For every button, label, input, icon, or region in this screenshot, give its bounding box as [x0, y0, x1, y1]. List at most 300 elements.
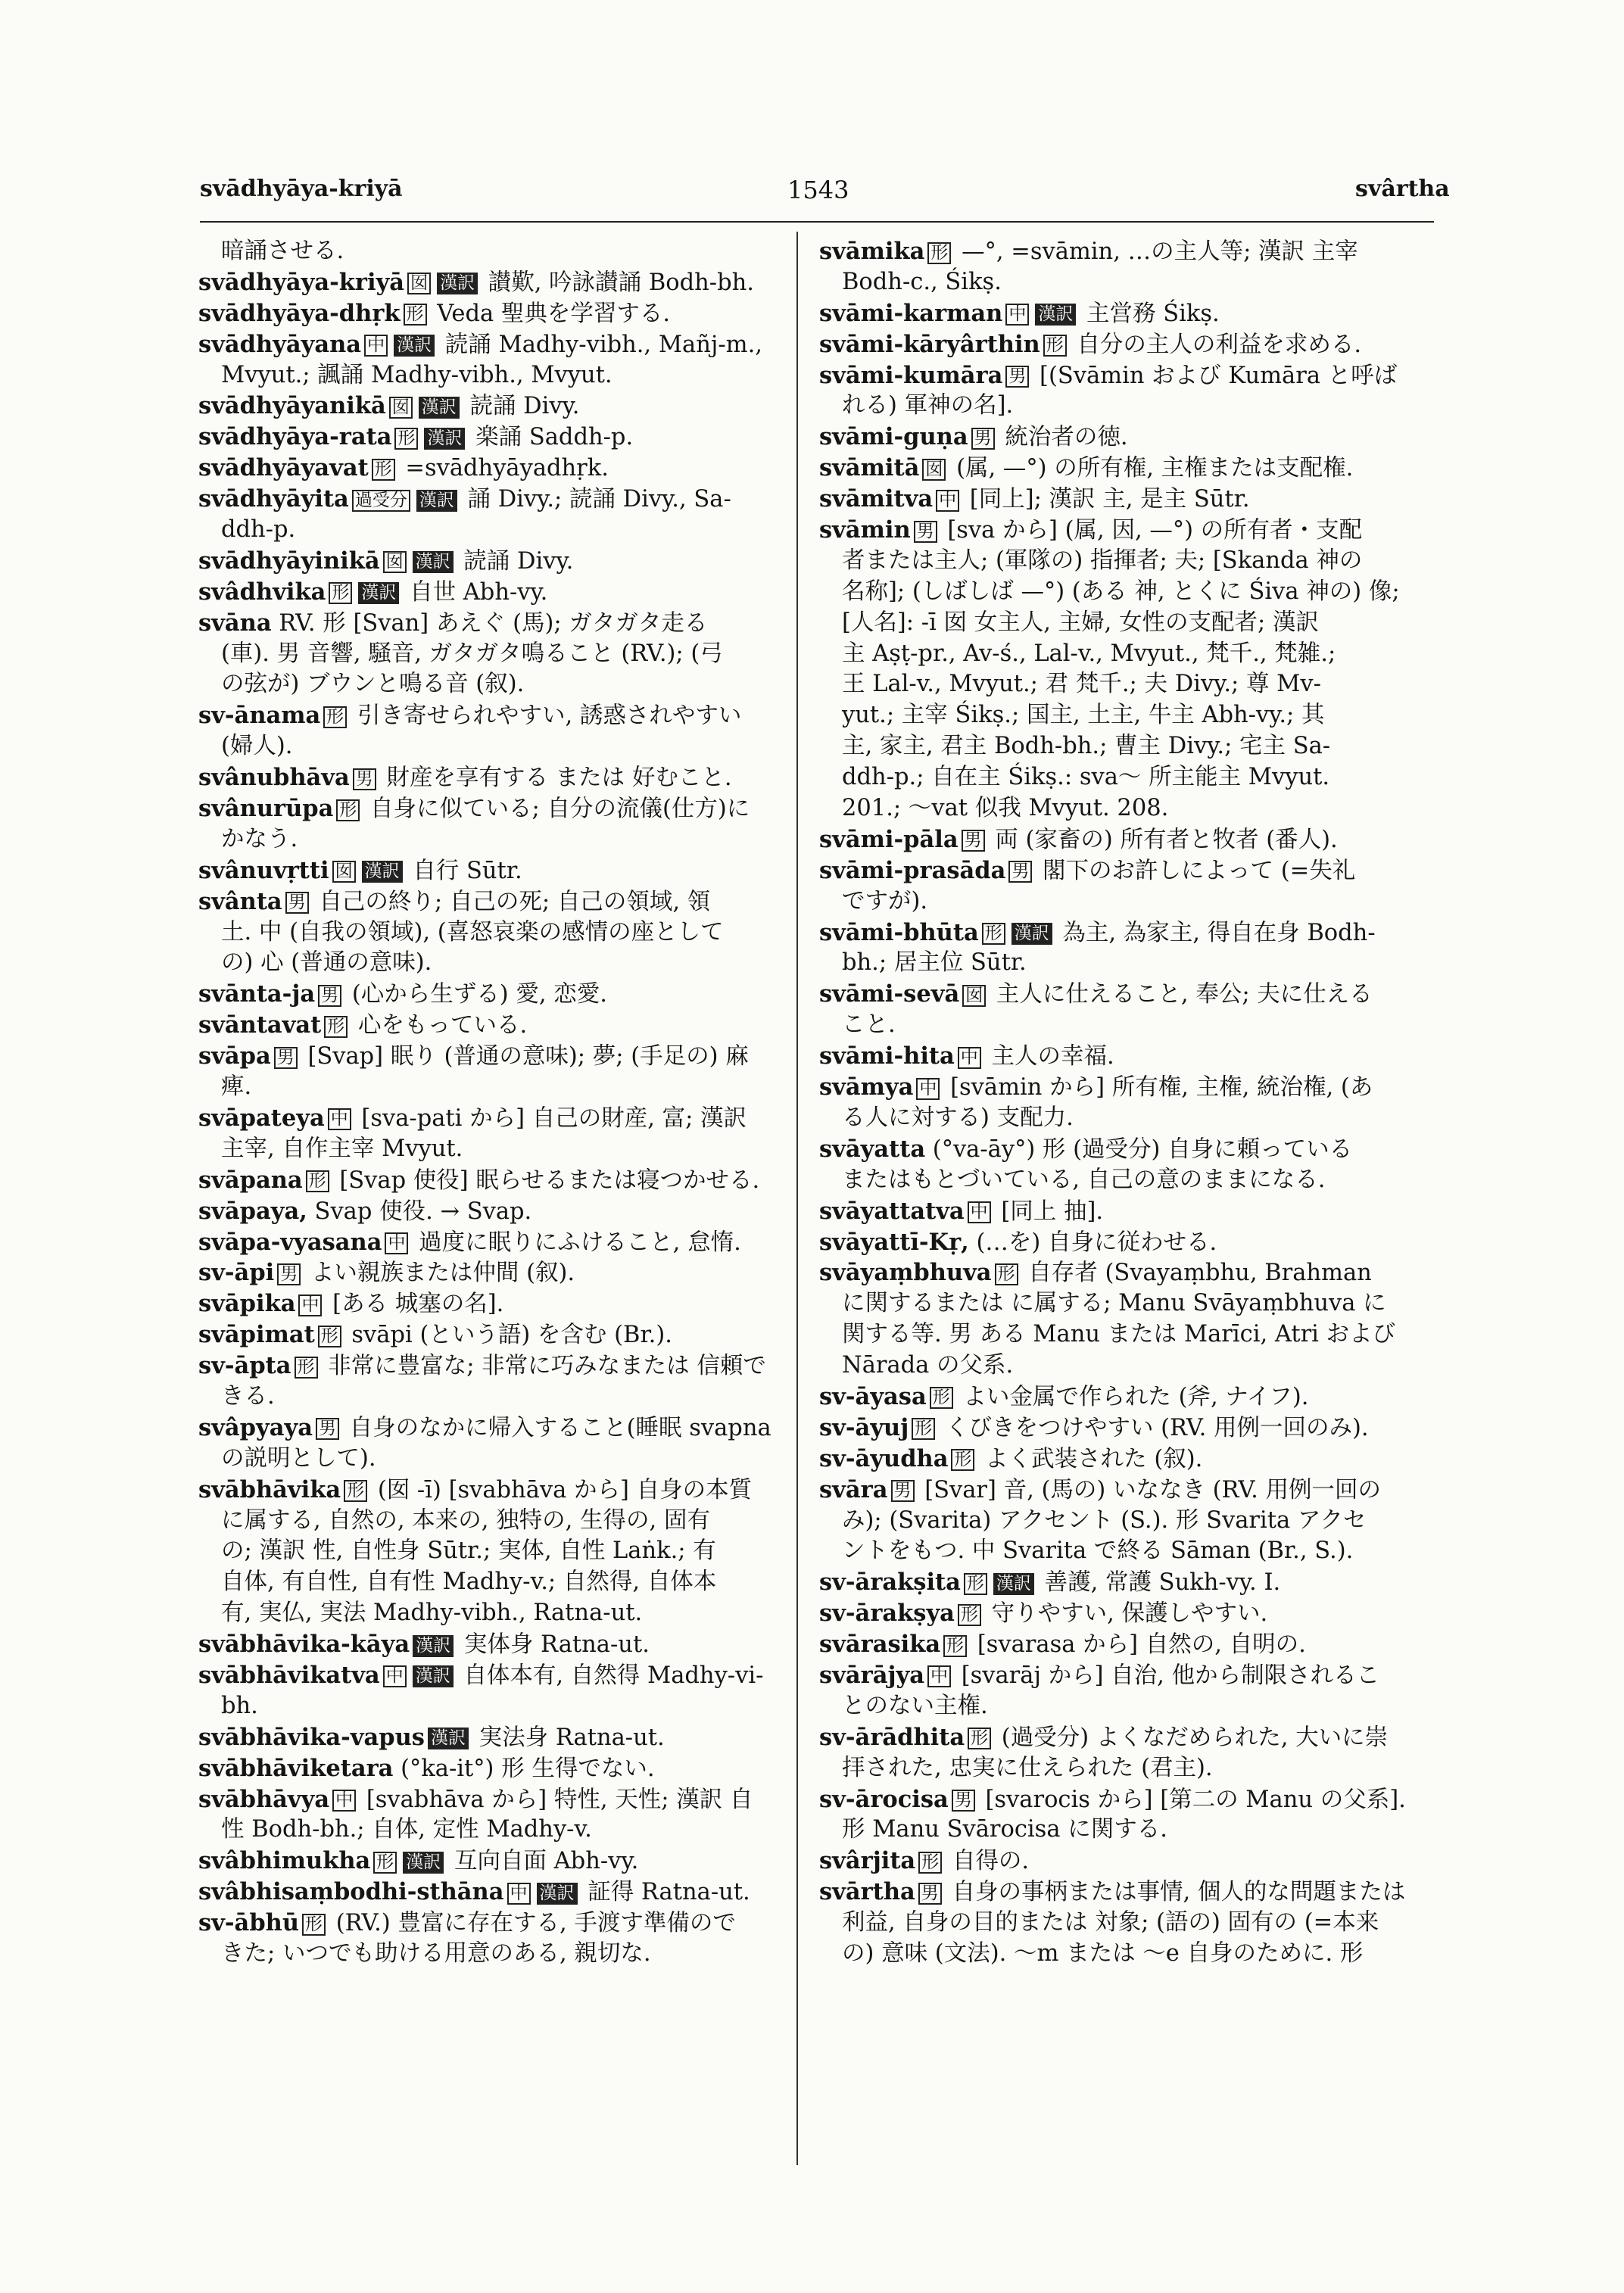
dictionary-line	[819, 1475, 1434, 1506]
dictionary-line	[198, 1784, 786, 1815]
headword: sv-āyuj	[819, 1413, 909, 1441]
headword: svābhāvika	[198, 1475, 341, 1503]
definition-text: (婦人).	[221, 733, 293, 760]
definition-text: ddh-p.; 自在主 Śikṣ.: sva〜 所主能主 Mvyut.	[842, 764, 1330, 791]
headword: svādhyāyavat	[198, 454, 369, 482]
headword: sv-ārakṣya	[819, 1600, 955, 1628]
definition-text: の; 漢訳 性, 自性身 Sūtr.; 実体, 自性 Laṅk.; 有	[221, 1537, 716, 1565]
dictionary-line	[198, 824, 786, 855]
dictionary-line	[819, 1722, 1434, 1753]
dictionary-line	[198, 918, 786, 949]
headword: svāpika	[198, 1290, 296, 1318]
headword: svāmitā	[819, 454, 920, 482]
headword: svābhāviketara	[198, 1754, 394, 1782]
definition-text: 実法身 Ratna-ut.	[471, 1724, 665, 1751]
definition-text: 関する等. 男 ある Manu または Marīci, Atri および	[842, 1321, 1396, 1348]
dictionary-line	[198, 948, 786, 979]
grammar-tag: 形	[336, 799, 360, 821]
headword: svāyattatva	[819, 1197, 965, 1225]
grammar-tag: 形	[373, 1852, 397, 1874]
dictionary-line	[819, 700, 1434, 731]
headword: svāmi-sevā	[819, 980, 960, 1008]
definition-text: 者または主人; (軍隊の) 指揮者; 夫; [Skanda 神の	[842, 547, 1363, 574]
dictionary-line	[819, 1103, 1434, 1134]
definition-text: 王 Lal-v., Mvyut.; 君 梵千.; 夫 Divy.; 尊 Mv-	[842, 671, 1321, 698]
translation-tag: 漢訳	[1011, 923, 1052, 945]
dictionary-line	[819, 824, 1434, 855]
definition-text: 自身に似ている; 自分の流儀(仕方)に	[363, 796, 750, 823]
definition-text: [Svap] 眠り (普通の意味); 夢; (手足の) 麻	[300, 1043, 749, 1070]
grammar-tag: 男	[353, 768, 376, 790]
translation-tag: 漢訳	[403, 1852, 444, 1874]
definition-text: svāpi (という語) を含む (Br.).	[344, 1322, 672, 1349]
dictionary-line	[198, 1257, 786, 1288]
translation-tag: 漢訳	[437, 273, 478, 294]
dictionary-line	[198, 1536, 786, 1567]
definition-text: とのない主権.	[842, 1692, 988, 1719]
grammar-tag: 男	[914, 521, 937, 543]
grammar-tag: 男	[891, 1480, 915, 1502]
dictionary-line	[819, 855, 1434, 886]
dictionary-line	[198, 360, 786, 391]
definition-text: の) 心 (普通の意味).	[221, 949, 432, 977]
dictionary-line	[819, 639, 1434, 670]
dictionary-line	[819, 360, 1434, 391]
definition-text: 主, 家主, 君主 Bodh-bh.; 曹主 Divy.; 宅主 Sa-	[842, 733, 1331, 760]
grammar-tag: 中	[332, 1790, 356, 1812]
dictionary-line	[819, 1351, 1434, 1382]
headword: svāyatta	[819, 1135, 926, 1163]
dictionary-line	[819, 731, 1434, 762]
definition-text: 誦 Divy.; 読誦 Divy., Sa-	[460, 486, 731, 513]
translation-tag: 漢訳	[428, 1728, 469, 1749]
grammar-tag: 中	[927, 1665, 951, 1687]
definition-text: 財産を享有する または 好むこと.	[379, 765, 732, 792]
dictionary-line	[819, 484, 1434, 515]
dictionary-line	[819, 1506, 1434, 1537]
headword: svāmika	[819, 238, 925, 265]
headword: svāmi-hita	[819, 1042, 955, 1070]
headword: sv-āpta	[198, 1352, 291, 1380]
definition-text: Bodh-c., Śikṣ.	[842, 268, 1002, 295]
headword: svânta	[198, 887, 282, 915]
definition-text: [(Svāmin および Kumāra と呼ば	[1032, 362, 1398, 389]
definition-text: [svarāj から] 自治, 他から制限されるこ	[954, 1662, 1380, 1689]
definition-text: [Svar] 音, (馬の) いななき (RV. 用例一回の	[917, 1476, 1382, 1503]
definition-text: 自身の事柄または事情, 個人的な問題または	[944, 1879, 1406, 1906]
grammar-tag: 形	[982, 923, 1005, 945]
headword: svāna	[198, 609, 272, 637]
grammar-tag: 形	[930, 1387, 953, 1409]
definition-text: (°va-āy°) 形 (過受分) 自身に頼っている	[925, 1136, 1353, 1163]
definition-text: に関するまたは に属する; Manu Svāyaṃbhuva に	[842, 1290, 1386, 1317]
headword: svāyattī-Kṛ,	[819, 1228, 969, 1256]
dictionary-line	[819, 1660, 1434, 1691]
headword: svāpateya	[198, 1104, 325, 1132]
definition-text: Svap 使役. → Svap.	[307, 1198, 532, 1225]
definition-text: る人に対する) 支配力.	[842, 1104, 1074, 1131]
headword: svāmin	[819, 516, 911, 544]
grammar-tag: 男	[285, 892, 309, 914]
dictionary-line	[198, 422, 786, 453]
grammar-tag: 中	[364, 335, 388, 357]
grammar-tag: 中	[385, 1232, 408, 1254]
definition-text: [svarocis から] [第二の Manu の父系].	[977, 1786, 1406, 1813]
dictionary-line	[819, 608, 1434, 639]
dictionary-line	[819, 1196, 1434, 1227]
definition-text: (RV.) 豊富に存在する, 手渡す準備ので	[329, 1910, 736, 1937]
translation-tag: 漢訳	[394, 335, 435, 357]
grammar-tag: 形	[958, 1604, 981, 1626]
grammar-tag: 過受分	[352, 490, 410, 512]
running-head-left: svādhyāya-kriyā	[200, 176, 403, 202]
definition-text: 統治者の徳.	[997, 424, 1128, 451]
dictionary-line	[819, 1165, 1434, 1196]
dictionary-line	[198, 546, 786, 577]
definition-text: Nārada の父系.	[842, 1352, 1014, 1379]
dictionary-line	[819, 1444, 1434, 1475]
headword: svādhyāyinikā	[198, 547, 380, 575]
definition-text: こと.	[842, 1011, 896, 1039]
grammar-tag: 形	[306, 1170, 329, 1192]
headword: svâbhisaṃbodhi-sthāna	[198, 1878, 504, 1906]
dictionary-line	[198, 236, 786, 267]
dictionary-line	[198, 1567, 786, 1598]
dictionary-line	[198, 1660, 786, 1691]
definition-text: よく武装された (叙).	[977, 1445, 1203, 1472]
definition-text: れる) 軍神の名].	[842, 392, 1014, 419]
dictionary-line	[819, 886, 1434, 918]
translation-tag: 漢訳	[416, 490, 457, 512]
headword: svāntavat	[198, 1011, 322, 1039]
definition-text: 主人の幸福.	[983, 1043, 1114, 1070]
definition-text: [同上 抽].	[993, 1198, 1104, 1225]
headword: svāpa-vyasana	[198, 1228, 382, 1256]
headword: svāmi-bhūta	[819, 918, 979, 946]
headword: svādhyāyanikā	[198, 392, 386, 420]
translation-tag: 漢訳	[413, 551, 454, 573]
definition-text: (°ka-it°) 形 生得でない.	[393, 1755, 655, 1782]
definition-text: ントをもつ. 中 Svarita で終る Sāman (Br., S.).	[842, 1537, 1354, 1565]
definition-text: bh.	[221, 1692, 258, 1719]
definition-text: 土. 中 (自我の領域), (喜怒哀楽の感情の座として	[221, 918, 724, 946]
dictionary-line	[198, 329, 786, 360]
dictionary-line	[819, 1598, 1434, 1629]
dictionary-line	[198, 1382, 786, 1413]
grammar-tag: 男	[971, 428, 995, 450]
headword: svâpyaya	[198, 1413, 313, 1441]
definition-text: 利益, 自身の目的または 対象; (語の) 固有の (=本来	[842, 1909, 1379, 1936]
grammar-tag: 中	[968, 1201, 991, 1223]
headword: sv-ārocisa	[819, 1785, 949, 1813]
grammar-tag: 囡	[962, 985, 986, 1007]
grammar-tag: 男	[277, 1263, 301, 1285]
definition-text: [sva から] (属, 因, —°) の所有者・支配	[940, 517, 1363, 544]
definition-text: 拝された, 忠実に仕えられた (君主).	[842, 1754, 1213, 1781]
dictionary-line	[198, 1475, 786, 1506]
dictionary-line	[819, 1288, 1434, 1319]
dictionary-line	[819, 1567, 1434, 1598]
grammar-tag: 男	[918, 1883, 942, 1905]
definition-text: (過受分) よくなだめられた, 大いに崇	[994, 1724, 1389, 1751]
headword: svārasika	[819, 1631, 941, 1659]
dictionary-line	[198, 1846, 786, 1877]
headword: sv-ārādhita	[819, 1723, 965, 1751]
grammar-tag: 形	[295, 1357, 318, 1379]
definition-text: 引き寄せられやすい, 誘惑されやすい	[350, 703, 742, 730]
definition-text: =svādhyāyadhṛk.	[397, 455, 609, 482]
grammar-tag: 形	[964, 1573, 987, 1595]
headword: svādhyāya-rata	[198, 423, 392, 451]
dictionary-line	[198, 793, 786, 824]
headword: svādhyāya-kriyā	[198, 268, 405, 296]
headword: svādhyāyana	[198, 330, 362, 358]
definition-text: くびきをつけやすい (RV. 用例一回のみ).	[938, 1414, 1369, 1441]
dictionary-line	[198, 700, 786, 731]
dictionary-line	[198, 855, 786, 886]
dictionary-line	[819, 1846, 1434, 1877]
definition-text: (囡 -ī) [svabhāva から] 自身の本質	[370, 1476, 753, 1503]
dictionary-line	[819, 422, 1434, 453]
grammar-tag: 形	[318, 1326, 341, 1347]
definition-text: の弦が) ブウンと鳴る音 (叙).	[221, 671, 525, 698]
dictionary-line	[198, 1506, 786, 1537]
definition-text: 為主, 為家主, 得自在身 Bodh-	[1055, 919, 1376, 946]
headword: svāpaya,	[198, 1197, 307, 1225]
definition-text: 実体身 Ratna-ut.	[457, 1631, 650, 1659]
dictionary-line	[819, 1072, 1434, 1103]
dictionary-line	[819, 1691, 1434, 1722]
headword: svânuvṛtti	[198, 856, 329, 884]
grammar-tag: 中	[507, 1883, 531, 1905]
dictionary-line	[198, 1815, 786, 1846]
dictionary-line	[198, 1103, 786, 1134]
definition-text: の説明として).	[221, 1444, 376, 1472]
dictionary-line	[819, 669, 1434, 700]
definition-text: ddh-p.	[221, 516, 296, 544]
headword: svânubhāva	[198, 764, 350, 792]
definition-text: Mvyut.; 諷誦 Madhy-vibh., Mvyut.	[221, 361, 613, 388]
definition-text: 自世 Abh-vy.	[402, 578, 548, 606]
dictionary-line	[819, 1319, 1434, 1351]
definition-text: (車). 男 音響, 騒音, ガタガタ鳴ること (RV.); (弓	[221, 640, 723, 667]
grammar-tag: 形	[951, 1449, 974, 1471]
dictionary-line	[198, 1939, 786, 1970]
dictionary-line	[819, 267, 1434, 298]
dictionary-line	[198, 886, 786, 918]
headword: svārājya	[819, 1661, 925, 1689]
dictionary-line	[819, 1227, 1434, 1258]
definition-text: [svāmin から] 所有権, 主権, 統治権, (あ	[943, 1074, 1373, 1101]
headword: svāyaṃbhuva	[819, 1259, 992, 1287]
headword: sv-ārakṣita	[819, 1569, 961, 1597]
grammar-tag: 囡	[332, 861, 356, 883]
definition-text: 守りやすい, 保護しやすい.	[983, 1600, 1268, 1628]
definition-text: [ある 城塞の名].	[325, 1291, 504, 1318]
dictionary-line	[198, 1072, 786, 1103]
grammar-tag: 形	[394, 428, 418, 450]
definition-text: 自己の終り; 自己の死; 自己の領域, 領	[311, 888, 711, 915]
dictionary-line	[198, 1319, 786, 1351]
dictionary-line	[198, 979, 786, 1010]
dictionary-line	[198, 1227, 786, 1258]
definition-text: 自分の主人の利益を求める.	[1069, 331, 1362, 358]
running-head-right: svârtha	[1355, 176, 1450, 202]
headword: sv-āyasa	[819, 1382, 927, 1410]
definition-text: ですが).	[842, 887, 928, 914]
grammar-tag: 囡	[407, 273, 431, 294]
grammar-tag: 形	[324, 1016, 348, 1038]
definition-text: 性 Bodh-bh.; 自体, 定性 Madhy-v.	[221, 1816, 592, 1843]
dictionary-line	[819, 1908, 1434, 1939]
dictionary-line	[819, 793, 1434, 824]
translation-tag: 漢訳	[413, 1635, 454, 1657]
grammar-tag: 形	[1043, 335, 1067, 357]
dictionary-line	[819, 546, 1434, 577]
grammar-tag: 形	[927, 242, 951, 264]
dictionary-line	[198, 1010, 786, 1041]
dictionary-line	[198, 1196, 786, 1227]
definition-text: [svabhāva から] 特性, 天性; 漢訳 自	[359, 1786, 753, 1813]
dictionary-line	[819, 1257, 1434, 1288]
dictionary-line	[819, 918, 1434, 949]
dictionary-line	[198, 298, 786, 329]
definition-text: 心をもっている.	[351, 1012, 528, 1039]
definition-text: 暗誦させる.	[221, 238, 344, 264]
dictionary-line	[198, 1288, 786, 1319]
dictionary-line	[819, 1877, 1434, 1908]
left-column	[198, 236, 786, 1970]
definition-text: (心から生ずる) 愛, 恋愛.	[344, 981, 607, 1008]
definition-text: yut.; 主宰 Śikṣ.; 国主, 土主, 牛主 Abh-vy.; 其	[842, 702, 1325, 729]
grammar-tag: 囡	[389, 397, 413, 419]
dictionary-line	[819, 1041, 1434, 1072]
headword: sv-ābhū	[198, 1909, 299, 1937]
definition-text: 主宰, 自作主宰 Mvyut.	[221, 1135, 463, 1162]
grammar-tag: 男	[1005, 366, 1029, 388]
header-rule	[200, 221, 1434, 223]
grammar-tag: 囡	[922, 459, 946, 481]
headword: sv-āyudha	[819, 1444, 949, 1472]
headword: svābhāvika-kāya	[198, 1631, 410, 1659]
grammar-tag: 男	[962, 830, 985, 852]
dictionary-line	[198, 515, 786, 546]
translation-tag: 漢訳	[419, 397, 460, 419]
headword: svāmi-prasāda	[819, 856, 1006, 884]
dictionary-line	[819, 1815, 1434, 1846]
definition-text: 形 Manu Svārocisa に関する.	[842, 1816, 1167, 1843]
dictionary-line	[198, 484, 786, 515]
grammar-tag: 形	[302, 1914, 326, 1936]
grammar-tag: 形	[404, 304, 427, 326]
definition-text: RV. 形 [Svan] あえぐ (馬); ガタガタ走る	[271, 609, 708, 637]
definition-text: 主人に仕えること, 奉公; 夫に仕える	[989, 981, 1373, 1008]
headword: svāmya	[819, 1073, 914, 1101]
definition-text: 201.; 〜vat 似我 Mvyut. 208.	[842, 795, 1169, 822]
definition-text: [svarasa から] 自然の, 自明の.	[970, 1631, 1306, 1659]
headword: svāpa	[198, 1042, 271, 1070]
dictionary-line	[819, 515, 1434, 546]
grammar-tag: 男	[316, 1418, 339, 1440]
dictionary-line	[198, 1041, 786, 1072]
dictionary-line	[198, 1351, 786, 1382]
definition-text: 自存者 (Svayaṃbhu, Brahman	[1021, 1260, 1372, 1287]
definition-text: の) 意味 (文法). 〜m または 〜e 自身のために. 形	[842, 1939, 1364, 1967]
grammar-tag: 形	[344, 1480, 367, 1502]
headword: svârjita	[819, 1847, 916, 1875]
dictionary-line	[819, 236, 1434, 267]
dictionary-line	[198, 577, 786, 608]
dictionary-line	[198, 267, 786, 298]
definition-text: 非常に豊富な; 非常に巧みなまたは 信頼で	[320, 1353, 766, 1380]
dictionary-line	[819, 948, 1434, 979]
dictionary-line	[819, 1784, 1434, 1815]
dictionary-line	[198, 1598, 786, 1629]
dictionary-line	[198, 1722, 786, 1753]
definition-text: 自体, 有自性, 自有性 Madhy-v.; 自然得, 自体本	[221, 1569, 717, 1596]
grammar-tag: 中	[958, 1047, 981, 1069]
definition-text: 読誦 Divy.	[456, 547, 574, 575]
headword: svāmi-kumāra	[819, 361, 1003, 389]
dictionary-line	[819, 1753, 1434, 1784]
headword: svābhāvya	[198, 1785, 330, 1813]
definition-text: 主営務 Śikṣ.	[1079, 300, 1220, 327]
grammar-tag: 形	[918, 1852, 942, 1874]
definition-text: 両 (家畜の) 所有者と牧者 (番人).	[987, 826, 1338, 853]
dictionary-line	[819, 453, 1434, 484]
grammar-tag: 形	[995, 1263, 1018, 1285]
headword: sv-āpi	[198, 1259, 275, 1287]
column-divider	[796, 232, 798, 2165]
dictionary-line	[198, 1413, 786, 1444]
headword: svāmi-karman	[819, 299, 1003, 327]
grammar-tag: 形	[372, 459, 395, 481]
definition-text: 主 Aṣṭ-pr., Av-ś., Lal-v., Mvyut., 梵千., 梵雑.;	[842, 640, 1336, 667]
headword: svâbhimukha	[198, 1847, 371, 1875]
dictionary-line	[198, 762, 786, 793]
definition-text: かなう.	[221, 825, 298, 852]
definition-text: —°, =svāmin, …の主人等; 漢訳 主宰	[954, 238, 1358, 265]
dictionary-line	[819, 577, 1434, 608]
grammar-tag: 中	[916, 1078, 940, 1100]
dictionary-line	[198, 1753, 786, 1784]
dictionary-line	[819, 1413, 1434, 1444]
grammar-tag: 男	[274, 1047, 298, 1069]
dictionary-line	[198, 608, 786, 639]
dictionary-line	[819, 1629, 1434, 1660]
dictionary-line	[819, 1134, 1434, 1165]
translation-tag: 漢訳	[362, 861, 403, 883]
headword: svāpana	[198, 1166, 303, 1194]
grammar-tag: 形	[968, 1728, 991, 1749]
dictionary-line	[198, 453, 786, 484]
grammar-tag: 男	[318, 985, 341, 1007]
definition-text: 証得 Ratna-ut.	[580, 1879, 750, 1906]
dictionary-line	[198, 391, 786, 422]
definition-text: 楽誦 Saddh-p.	[468, 424, 634, 451]
definition-text: [Svap 使役] 眠らせるまたは寝つかせる.	[332, 1167, 760, 1194]
dictionary-line	[819, 1939, 1434, 1970]
headword: svādhyāya-dhṛk	[198, 299, 401, 327]
definition-text: またはもとづいている, 自己の意のままになる.	[842, 1166, 1326, 1193]
page-number: 1543	[787, 176, 849, 204]
dictionary-line	[819, 1382, 1434, 1413]
dictionary-line	[819, 762, 1434, 793]
grammar-tag: 男	[1008, 861, 1032, 883]
headword: svābhāvika-vapus	[198, 1723, 425, 1751]
definition-text: (…を) 自身に従わせる.	[968, 1229, 1217, 1256]
definition-text: bh.; 居主位 Sūtr.	[842, 949, 1027, 977]
